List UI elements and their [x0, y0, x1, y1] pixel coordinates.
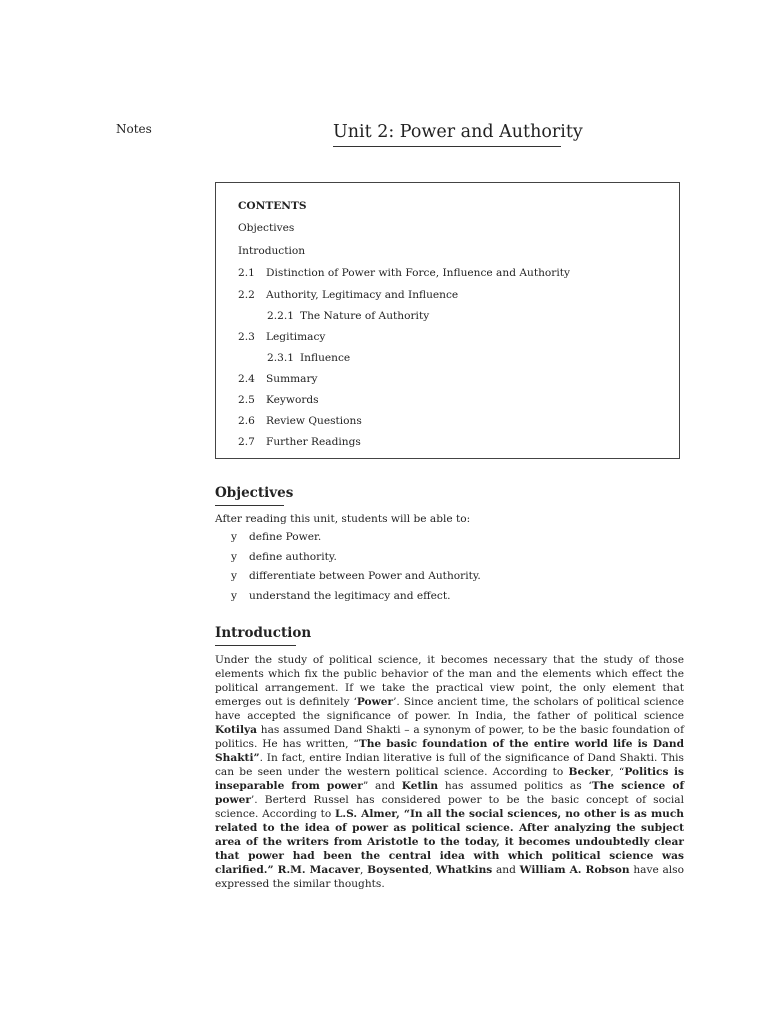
- emphasis-text: L.S. Almer, “In all the social sciences, no other is as much related to the idea of power as political science. After analyzing the subject area of the writers from Aristotle to the today, it becomes undoubtedly clear that power had been the central idea with which political science was clarified.”: [215, 808, 685, 876]
- body-text: ’. Since ancient time, the scholars of political science have accepted the significance of power. In India, the father of political science: [215, 696, 684, 722]
- objective-text: understand the legitimacy and effect.: [249, 590, 451, 603]
- contents-item-number: 2.5: [238, 394, 255, 406]
- margin-note: Notes: [116, 122, 152, 136]
- contents-item-number: 2.2.1: [267, 310, 294, 322]
- objective-item: [231, 590, 481, 610]
- contents-item: [238, 267, 570, 279]
- contents-item-number: 2.4: [238, 373, 255, 385]
- contents-item: [238, 436, 361, 448]
- emphasis-text: Whatkins: [435, 864, 493, 876]
- contents-item-label: Review Questions: [266, 415, 362, 427]
- contents-item: [238, 415, 362, 427]
- body-text: and: [492, 864, 520, 876]
- objectives-heading: Objectives: [215, 485, 284, 506]
- contents-item-label: Introduction: [238, 245, 306, 257]
- objectives-lead: After reading this unit, students will be able to:: [215, 513, 471, 525]
- page-title: Unit 2: Power and Authority: [333, 122, 561, 147]
- introduction-paragraph: [215, 653, 684, 891]
- emphasis-text: Politics is inseparable from power: [215, 766, 684, 792]
- objective-text: differentiate between Power and Authority.: [249, 570, 481, 583]
- body-text: ’. Berterd Russel has considered power to be the basic concept of social science. According to: [215, 794, 684, 820]
- contents-item: [267, 352, 350, 364]
- contents-box: [215, 182, 680, 459]
- contents-item-number: 2.3: [238, 331, 255, 343]
- objective-item: [231, 551, 481, 571]
- contents-item-label: Legitimacy: [266, 331, 326, 343]
- contents-item-label: Objectives: [238, 222, 295, 234]
- emphasis-text: R.M. Macaver: [273, 864, 360, 876]
- contents-item-number: 2.3.1: [267, 352, 294, 364]
- bullet-icon: y: [231, 531, 237, 543]
- bullet-icon: y: [231, 570, 237, 583]
- body-text: . In fact, entire Indian literative is full of the significance of Dand Shakti. This can be seen under the western political science. According to: [215, 752, 684, 778]
- contents-item-label: Summary: [266, 373, 318, 385]
- emphasis-text: The science of power: [215, 780, 685, 806]
- contents-heading: CONTENTS: [238, 200, 307, 212]
- contents-item-number: 2.6: [238, 415, 255, 427]
- body-text: has assumed Dand Shakti – a synonym of power, to be the basic foundation of politics. He has written, “: [215, 724, 684, 750]
- contents-item: [238, 289, 458, 301]
- objectives-list: [231, 531, 481, 610]
- contents-item-label: Further Readings: [266, 436, 361, 448]
- objective-item: [231, 570, 481, 590]
- bullet-icon: y: [231, 590, 237, 603]
- contents-item-number: 2.1: [238, 267, 255, 279]
- contents-item-label: The Nature of Authority: [300, 310, 430, 322]
- objective-text: define authority.: [249, 550, 337, 563]
- body-text: ” and: [362, 780, 402, 792]
- objective-item: [231, 531, 481, 551]
- body-text: ,: [428, 864, 436, 876]
- emphasis-text: Becker: [568, 766, 611, 778]
- bullet-icon: y: [231, 550, 237, 563]
- introduction-heading: Introduction: [215, 625, 296, 646]
- emphasis-text: William A. Robson: [519, 864, 630, 876]
- contents-item-label: Distinction of Power with Force, Influence and Authority: [266, 267, 570, 279]
- objective-text: define Power.: [249, 531, 322, 543]
- emphasis-text: Boysented: [367, 864, 429, 876]
- emphasis-text: The basic foundation of the entire world life is Dand Shakti”: [215, 738, 685, 764]
- contents-item-number: 2.2: [238, 289, 255, 301]
- contents-item-label: Keywords: [266, 394, 319, 406]
- body-text: ,: [360, 864, 368, 876]
- body-text: , “: [610, 766, 625, 778]
- contents-item: [238, 373, 318, 385]
- contents-item-label: Influence: [300, 352, 351, 364]
- emphasis-text: Power: [356, 696, 394, 708]
- body-text: Under the study of political science, it becomes necessary that the study of those elements which fix the public behavior of the man and the elements which effect the political arrangement. If we take the practical view point, the only element that emerges out is definitely ‘: [215, 654, 684, 708]
- contents-item: [238, 222, 294, 234]
- emphasis-text: Ketlin: [401, 780, 439, 792]
- contents-item: [238, 331, 325, 343]
- contents-item: [267, 310, 429, 322]
- contents-item-number: 2.7: [238, 436, 255, 448]
- body-text: have also expressed the similar thoughts.: [215, 864, 684, 890]
- contents-item: [238, 394, 319, 406]
- body-text: has assumed politics as ‘: [438, 780, 592, 792]
- emphasis-text: Kotilya: [215, 724, 258, 736]
- contents-item-label: Authority, Legitimacy and Influence: [266, 289, 459, 301]
- contents-item: [238, 245, 305, 257]
